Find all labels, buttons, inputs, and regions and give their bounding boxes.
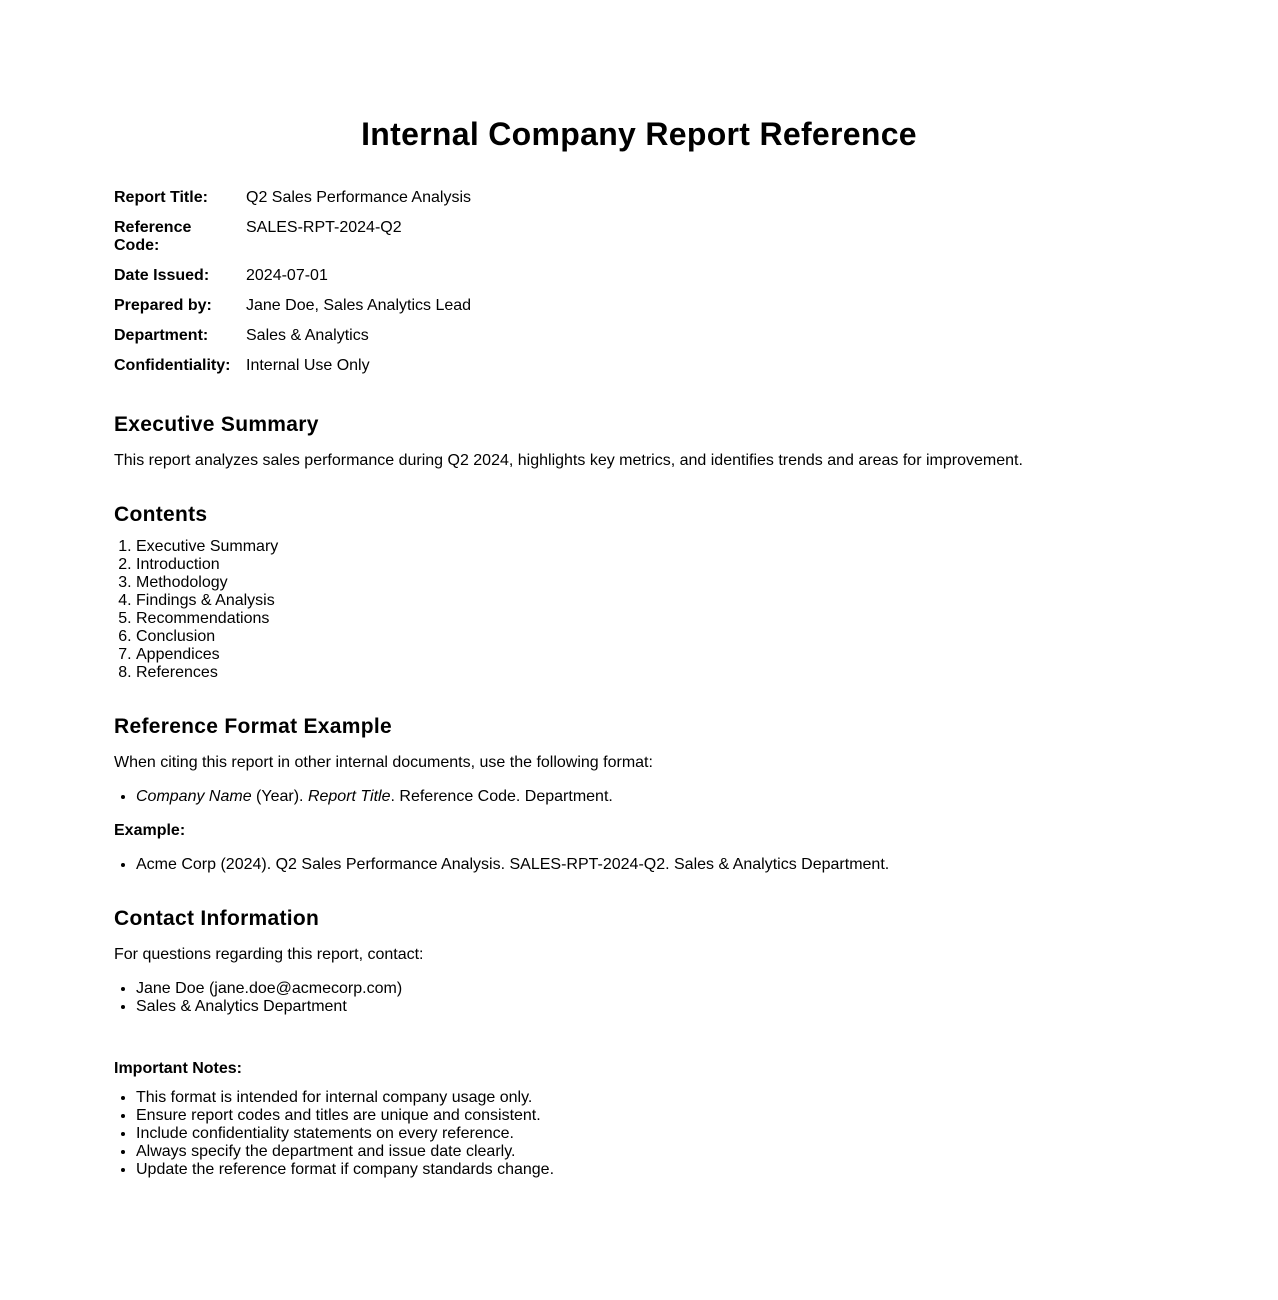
reference-format-intro: When citing this report in other internal documents, use the following format: <box>114 754 653 771</box>
meta-value: SALES-RPT-2024-Q2 <box>246 219 402 236</box>
example-label: Example: <box>114 822 186 839</box>
notes-heading: Important Notes: <box>114 1060 242 1077</box>
meta-value: Internal Use Only <box>246 357 370 374</box>
report-metadata-table <box>114 186 471 384</box>
contents-item: 8. References <box>136 664 1164 682</box>
executive-summary-text: This report analyzes sales performance during Q2 2024, highlights key metrics, and identifies trends and areas for improvement. <box>114 452 1023 469</box>
reference-format-list <box>114 788 1164 806</box>
example-list <box>114 856 1164 874</box>
meta-label <box>114 216 246 264</box>
notes-item: • Update the reference format if company standards change. <box>136 1161 1164 1179</box>
section-heading: Contact Information <box>114 907 320 930</box>
meta-label: Prepared by: <box>114 297 212 314</box>
contents-item: 5. Recommendations <box>136 610 1164 628</box>
notes-item: • This format is intended for internal company usage only. <box>136 1089 1164 1107</box>
format-report-title: Report Title <box>307 788 391 805</box>
contents-list <box>114 538 1164 682</box>
meta-label-line: Code: <box>114 237 160 254</box>
meta-label: Date Issued: <box>114 267 210 284</box>
meta-row-date-issued <box>114 264 471 294</box>
meta-row-report-title <box>114 186 471 216</box>
format-company: Company Name <box>136 788 252 805</box>
example-item: • Acme Corp (2024). Q2 Sales Performance Analysis. SALES-RPT-2024-Q2. Sales & Analytics Department. <box>136 856 1164 874</box>
notes-item: • Always specify the department and issue date clearly. <box>136 1143 1164 1161</box>
meta-label: Confidentiality: <box>114 357 231 374</box>
format-year: (Year). <box>251 788 308 805</box>
meta-label: Report Title: <box>114 189 208 206</box>
meta-value: Jane Doe, Sales Analytics Lead <box>246 297 472 314</box>
executive-summary-section <box>114 412 1164 470</box>
contents-item: 3. Methodology <box>136 574 1164 592</box>
contents-item: 1. Executive Summary <box>136 538 1164 556</box>
contact-section <box>114 906 1164 1016</box>
meta-label-line: Reference <box>114 219 192 236</box>
contact-list <box>114 980 1164 1016</box>
contact-item: • Sales & Analytics Department <box>136 998 1164 1016</box>
section-heading: Contents <box>114 503 208 526</box>
meta-value: 2024-07-01 <box>246 267 328 284</box>
meta-row-reference-code <box>114 216 471 264</box>
meta-row-confidentiality <box>114 354 471 384</box>
contents-item: 7. Appendices <box>136 646 1164 664</box>
meta-label: Department: <box>114 327 209 344</box>
contact-item: • Jane Doe (jane.doe@acmecorp.com) <box>136 980 1164 998</box>
contents-item: 2. Introduction <box>136 556 1164 574</box>
contents-section <box>114 502 1164 682</box>
meta-value: Sales & Analytics <box>246 327 369 344</box>
reference-format-section <box>114 714 1164 874</box>
contents-item: 6. Conclusion <box>136 628 1164 646</box>
format-rest: . Reference Code. Department. <box>390 788 613 805</box>
reference-format-item <box>136 788 1164 806</box>
notes-list <box>114 1089 1164 1179</box>
meta-row-prepared-by <box>114 294 471 324</box>
section-heading: Reference Format Example <box>114 715 392 738</box>
page-title: Internal Company Report Reference <box>361 116 917 152</box>
contact-intro: For questions regarding this report, contact: <box>114 946 424 963</box>
contents-item: 4. Findings & Analysis <box>136 592 1164 610</box>
section-heading: Executive Summary <box>114 413 319 436</box>
meta-value: Q2 Sales Performance Analysis <box>246 189 471 206</box>
important-notes-section <box>114 1060 1164 1179</box>
notes-item: • Ensure report codes and titles are unique and consistent. <box>136 1107 1164 1125</box>
meta-row-department <box>114 324 471 354</box>
notes-item: • Include confidentiality statements on every reference. <box>136 1125 1164 1143</box>
